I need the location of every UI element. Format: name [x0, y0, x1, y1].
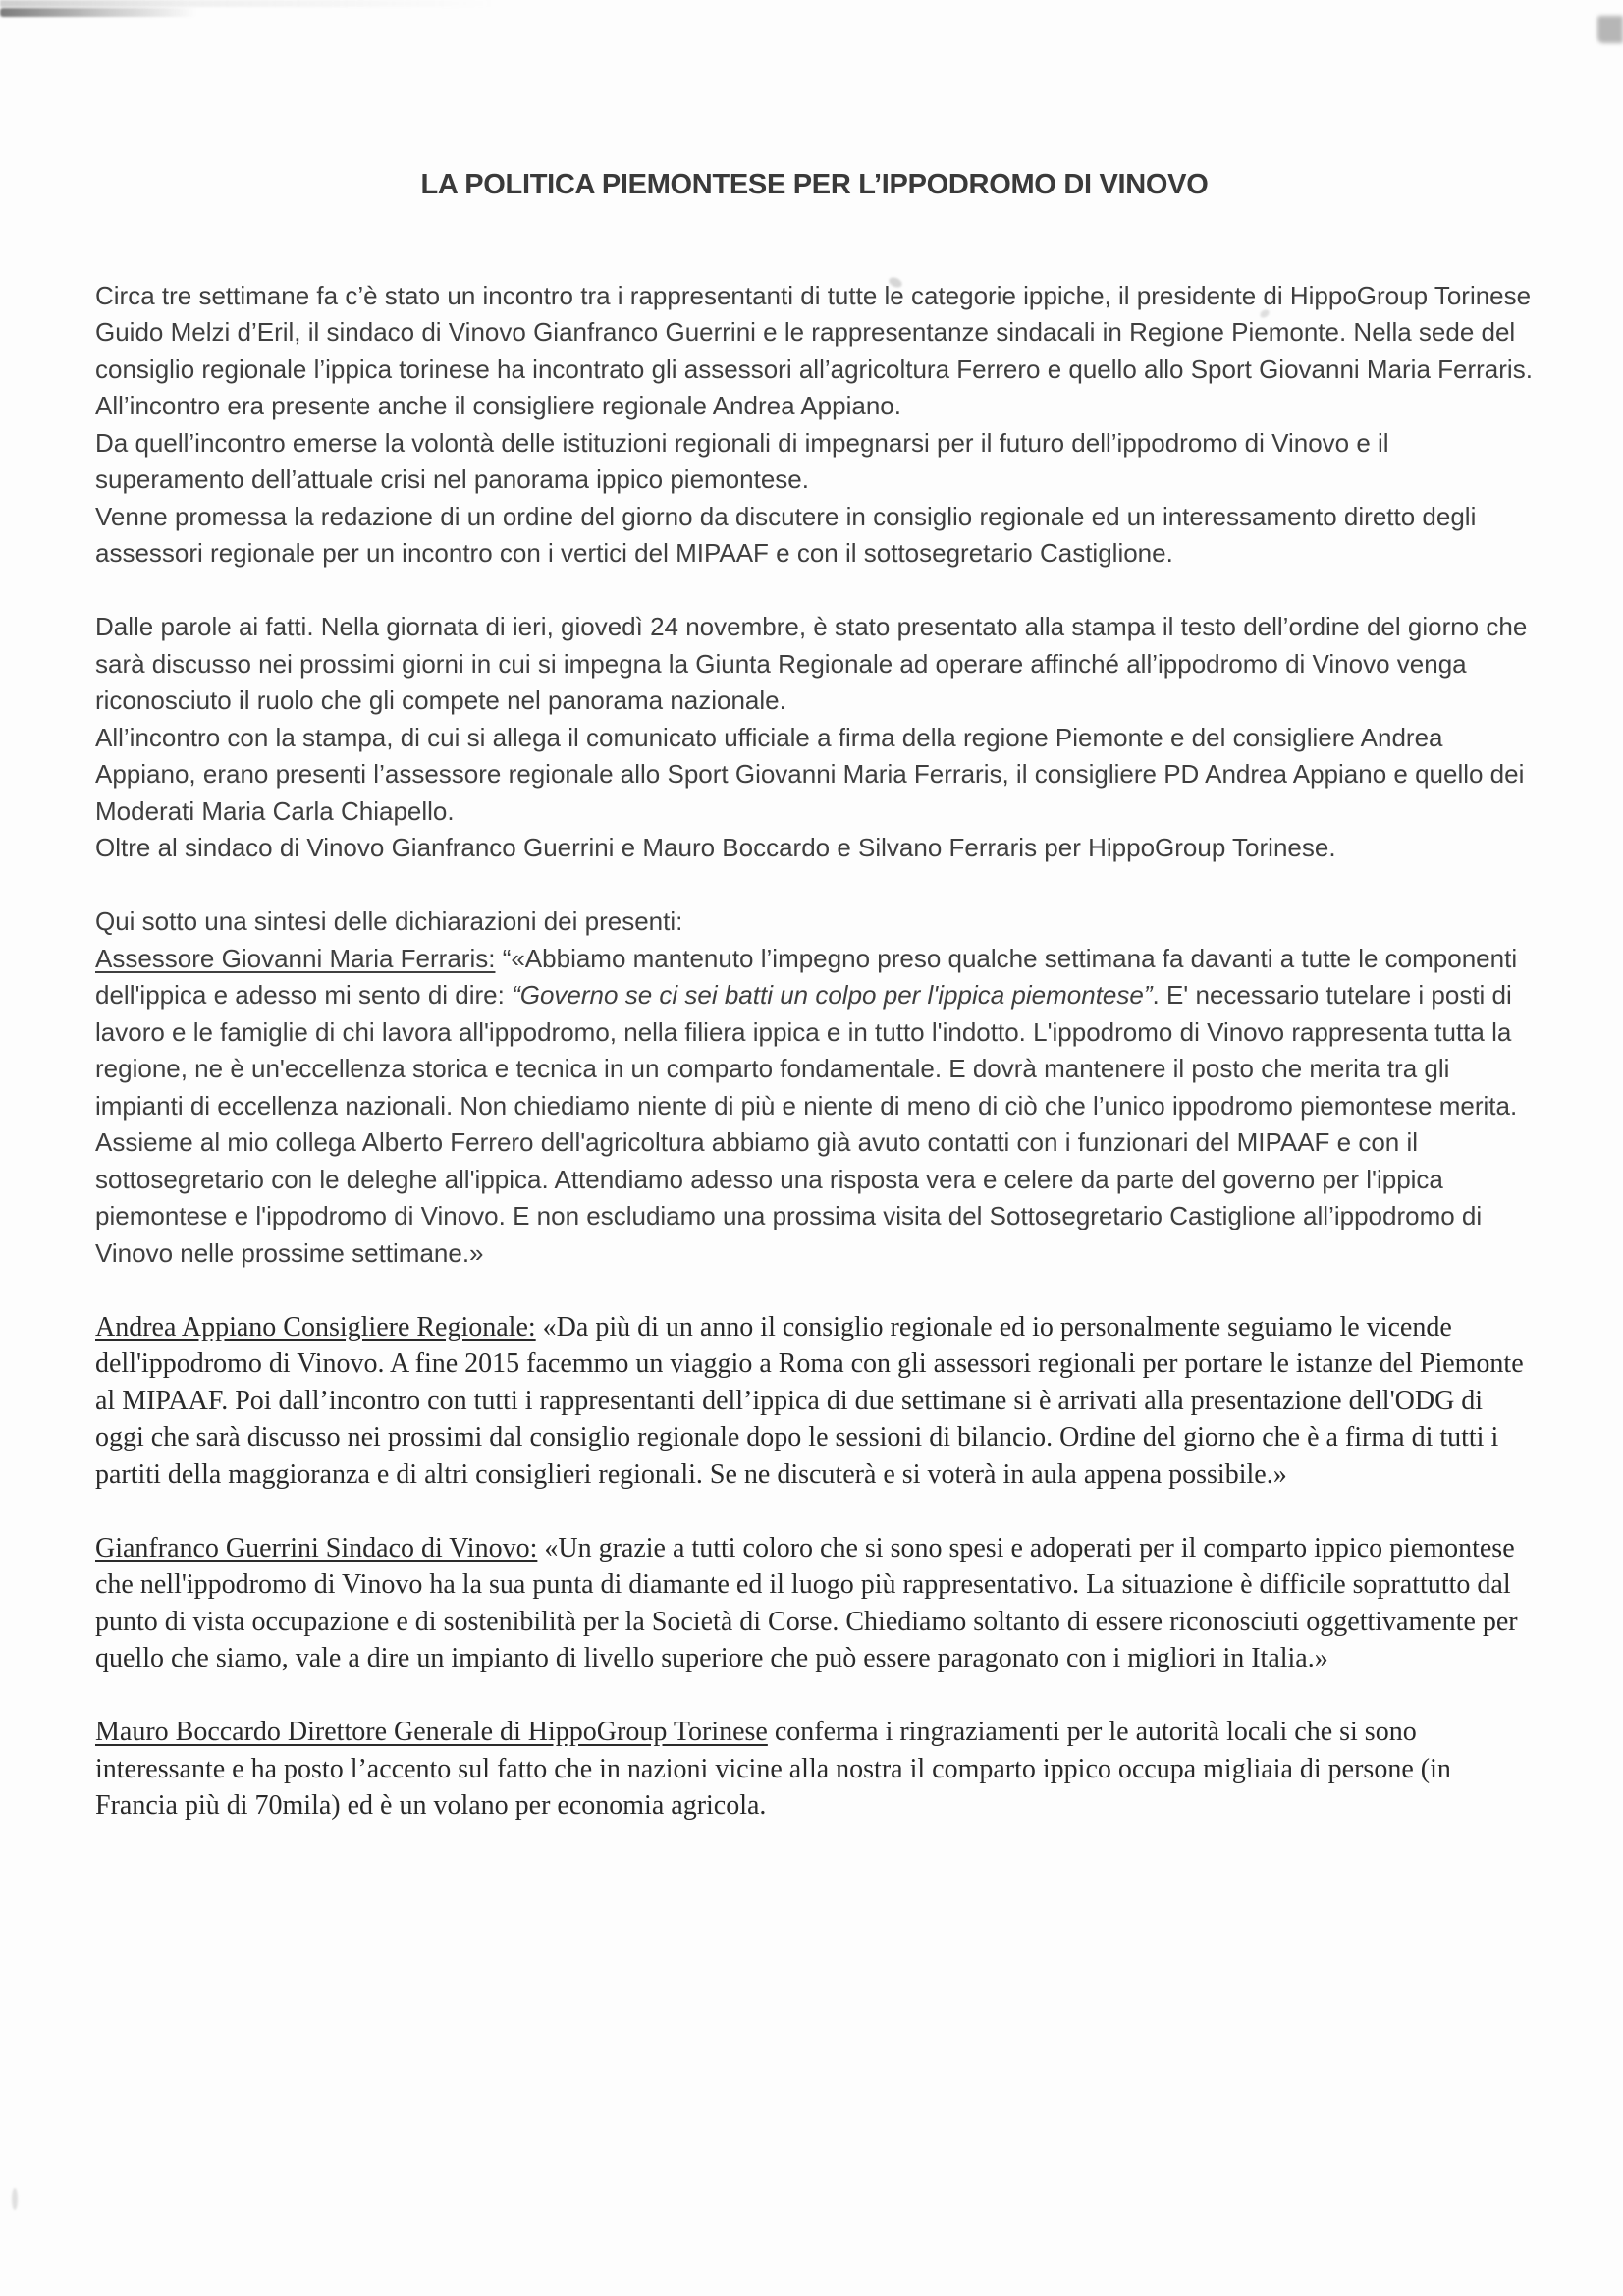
text-run: «Da più di un anno il consiglio regionale ed io personalmente seguiamo le vicende dell'ippodromo di Vinovo. A fine 2015 facemmo un viaggio a Roma con gli assessori regionali per portare le istanze del Piemonte al MIPAAF. Poi dall’incontro con tutti i rappresentanti dell’ippica di due settimane si è arrivati alla presentazione dell'ODG di oggi che sarà discusso nei prossimi dal consiglio regionale dopo le sessioni di bilancio. Ordine del giorno che è a firma di tutti i partiti della maggioranza e di altri consiglieri regionali. Se ne discuterà e si voterà in aula appena possibile.» [95, 1311, 1524, 1490]
speaker-label: Gianfranco Guerrini Sindaco di Vinovo: [95, 1532, 538, 1563]
scan-artifact-top-right-corner [1597, 16, 1623, 43]
paragraph [95, 941, 1534, 1273]
speaker-label: Mauro Boccardo Direttore Generale di HippoGroup Torinese [95, 1717, 768, 1747]
text-run: “«Abbiamo mantenuto l’impegno preso qualche settimana fa davanti a tutte le componenti dell'ippica e adesso mi sento di dire: [95, 943, 1518, 1010]
paragraph [95, 903, 1534, 941]
scan-artifact-speck [12, 2188, 18, 2210]
document-body [95, 278, 1534, 1825]
paragraph [95, 609, 1534, 720]
text-run: conferma i ringraziamenti per le autorità locali che si sono interessante e ha posto l’accento sul fatto che in nazioni vicine alla nostra il comparto ippico occupa migliaia di persone (in Francia più di 70mila) ed è un volano per economia agricola. [95, 1717, 1451, 1821]
text-run: Da quell’incontro emerse la volontà delle istituzioni regionali di impegnarsi per il futuro dell’ippodromo di Vinovo e il superamento dell’attuale crisi nel panorama ippico piemontese. [95, 427, 1389, 494]
paragraph [95, 425, 1534, 499]
text-run: «Un grazie a tutti coloro che si sono spesi e adoperati per il comparto ippico piemontese che nell'ippodromo di Vinovo ha la sua punta di diamante ed il luogo più rappresentativo. La situazione è difficile soprattutto dal punto di vista occupazione e di sostenibilità per la Società di Corse. Chiediamo soltanto di essere riconosciuti oggettivamente per quello che siamo, vale a dire un impianto di livello superiore che può essere paragonato con i migliori in Italia.» [95, 1532, 1518, 1673]
paragraph [95, 830, 1534, 867]
paragraph [95, 278, 1534, 425]
paragraph [95, 1714, 1534, 1825]
paragraph [95, 1309, 1534, 1494]
scan-artifact-top-left-smudge [0, 8, 196, 17]
text-run: Dalle parole ai fatti. Nella giornata di ieri, giovedì 24 novembre, è stato presentato alla stampa il testo dell’ordine del giorno che sarà discusso nei prossimi giorni in cui si impegna la Giunta Regionale ad operare affinché all’ippodromo di Vinovo venga riconosciuto il ruolo che gli compete nel panorama nazionale. [95, 612, 1528, 715]
paragraph [95, 499, 1534, 573]
text-run: . E' necessario tutelare i posti di lavoro e le famiglie di chi lavora all'ippodromo, nella filiera ippica e in tutto l'indotto. L'ippodromo di Vinovo rappresenta tutta la regione, ne è un'eccellenza storica e tecnica in un comparto fondamentale. E dovrà mantenere il posto che merita tra gli impianti di eccellenza nazionali. Non chiediamo niente di più e niente di meno di ciò che l’unico ippodromo piemontese merita. Assieme al mio collega Alberto Ferrero dell'agricoltura abbiamo già avuto contatti con i funzionari del MIPAAF e con il sottosegretario con le deleghe all'ippica. Attendiamo adesso una risposta vera e celere da parte del governo per l'ippica piemontese e l'ippodromo di Vinovo. E non escludiamo una prossima visita del Sottosegretario Castiglione all’ippodromo di Vinovo nelle prossime settimane.» [95, 980, 1518, 1268]
text-run: Qui sotto una sintesi delle dichiarazioni dei presenti: [95, 906, 683, 936]
paragraph [95, 720, 1534, 831]
text-run: Circa tre settimane fa c’è stato un incontro tra i rappresentanti di tutte le categorie ippiche, il presidente di HippoGroup Torinese Guido Melzi d’Eril, il sindaco di Vinovo Gianfranco Guerrini e le rappresentanze sindacali in Regione Piemonte. Nella sede del consiglio regionale l’ippica torinese ha incontrato gli assessori all’agricoltura Ferrero e quello allo Sport Giovanni Maria Ferraris. All’incontro era presente anche il consigliere regionale Andrea Appiano. [95, 280, 1533, 420]
text-run: “Governo se ci sei batti un colpo per l'ippica piemontese” [512, 980, 1153, 1010]
text-run: All’incontro con la stampa, di cui si allega il comunicato ufficiale a firma della regione Piemonte e del consigliere Andrea Appiano, erano presenti l’assessore regionale allo Sport Giovanni Maria Ferraris, il consigliere PD Andrea Appiano e quello dei Moderati Maria Carla Chiapello. [95, 722, 1525, 826]
document-title: LA POLITICA PIEMONTESE PER L’IPPODROMO DI VINOVO [420, 169, 1209, 200]
document-content [95, 167, 1534, 1825]
text-run: Oltre al sindaco di Vinovo Gianfranco Guerrini e Mauro Boccardo e Silvano Ferraris per HippoGroup Torinese. [95, 833, 1336, 862]
speaker-label: Andrea Appiano Consigliere Regionale: [95, 1311, 536, 1342]
text-run: Venne promessa la redazione di un ordine del giorno da discutere in consiglio regionale ed un interessamento diretto degli assessori regionale per un incontro con i vertici del MIPAAF e con il sottosegretario Castiglione. [95, 501, 1477, 568]
scan-artifact-top-streak [0, 0, 550, 7]
speaker-label: Assessore Giovanni Maria Ferraris: [95, 943, 496, 973]
paragraph [95, 1530, 1534, 1677]
